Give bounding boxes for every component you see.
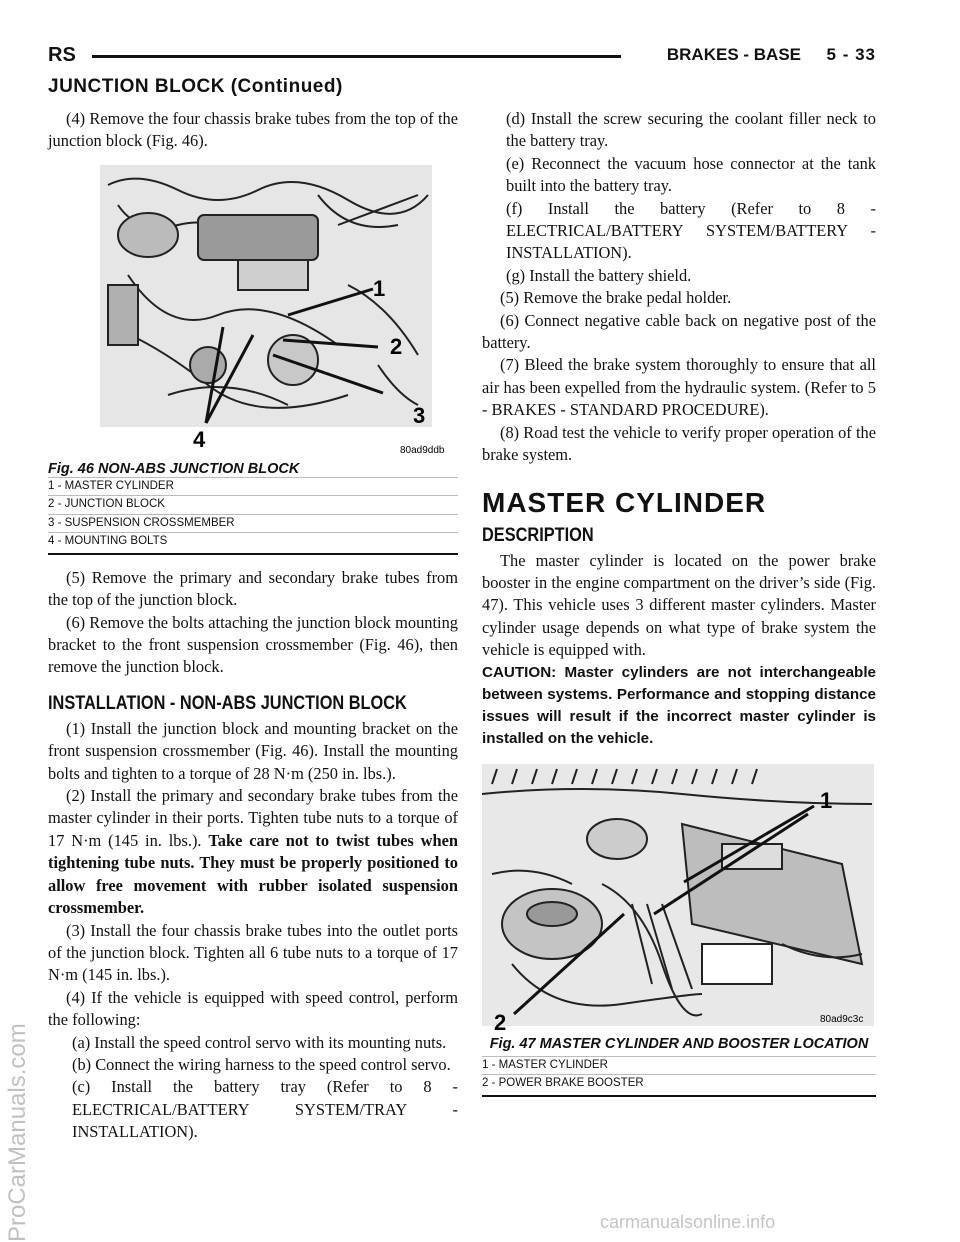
caution-text: CAUTION: Master cylinders are not interchangeable between systems. Performance and stopping distance issues will result if the incorrect master cylinder is installed on the vehicle.: [482, 663, 876, 747]
junction-block-illustration: [48, 165, 458, 457]
paragraph: (7) Bleed the brake system thoroughly to ensure that all air has been expelled from the hydraulic system. (Refer to 5 - BRAKES - STANDARD PROCEDURE).: [482, 355, 876, 420]
paragraph: (4) If the vehicle is equipped with speed control, perform the following:: [48, 987, 458, 1030]
figure-caption: Fig. 46 NON-ABS JUNCTION BLOCK: [48, 460, 300, 477]
paragraph: (5) Remove the primary and secondary brake tubes from the top of the junction block.: [48, 567, 458, 610]
callout-1: 1: [820, 787, 833, 813]
page-number: 5 - 33: [826, 45, 876, 64]
figure-47: [482, 764, 876, 1097]
section-heading: DESCRIPTION: [482, 524, 594, 546]
page-header: [48, 44, 876, 68]
continued-heading: JUNCTION BLOCK (Continued): [48, 76, 343, 97]
paragraph: (6) Remove the bolts attaching the junction block mounting bracket to the front suspension crossmember (Fig. 46), then remove the junction block.: [48, 612, 458, 677]
figure-caption: Fig. 47 MASTER CYLINDER AND BOOSTER LOCATION: [489, 1035, 869, 1052]
sub-step: (d) Install the screw securing the coolant filler neck to the battery tray.: [506, 109, 876, 151]
section-heading: INSTALLATION - NON-ABS JUNCTION BLOCK: [48, 692, 407, 714]
sub-step: (c) Install the battery tray (Refer to 8 - ELECTRICAL/BATTERY SYSTEM/TRAY - INSTALLATION).: [72, 1077, 458, 1142]
sub-step: (e) Reconnect the vacuum hose connector at the tank built into the battery tray.: [506, 153, 876, 196]
paragraph: (8) Road test the vehicle to verify proper operation of the brake system.: [482, 422, 876, 465]
paragraph: [48, 785, 458, 919]
side-watermark: ProCarManuals.com: [4, 1023, 31, 1242]
master-cylinder-illustration: [482, 764, 876, 1032]
sub-step: (g) Install the battery shield.: [506, 265, 692, 285]
legend-item: 2 - POWER BRAKE BOOSTER: [482, 1074, 876, 1093]
header-left: RS: [48, 44, 76, 66]
header-rule: [92, 55, 621, 58]
callout-2: 2: [494, 1009, 507, 1032]
callout-4: 4: [193, 426, 206, 452]
legend-item: 4 - MOUNTING BOLTS: [48, 532, 458, 551]
paragraph: (1) Install the junction block and mounting bracket on the front suspension crossmember (Fig. 46). Install the mounting bolts and tighten to a torque of 28 N·m (250 in. lbs.).: [48, 718, 458, 783]
figure-code: 80ad9ddb: [400, 444, 445, 456]
step-text: (2) Install the primary and secondary brake tubes from the master cylinder in their ports. Tighten tube nuts to a torque of 17 N·m (145 in. lbs.).: [48, 786, 458, 850]
legend-item: 1 - MASTER CYLINDER: [482, 1056, 876, 1075]
callout-1: 1: [373, 275, 386, 301]
figure-legend: [482, 1056, 876, 1093]
figure-rule: [482, 1095, 876, 1097]
sub-step: (a) Install the speed control servo with its mounting nuts.: [72, 1032, 447, 1052]
warning-text: Take care not to twist tubes when tightening tube nuts. They must be properly positioned to allow free movement with rubber isolated suspension crossmember.: [48, 830, 458, 918]
figure-rule: [48, 553, 458, 555]
footer-watermark: carmanualsonline.info: [600, 1212, 776, 1232]
paragraph: (4) Remove the four chassis brake tubes from the top of the junction block (Fig. 46).: [48, 109, 458, 151]
paragraph: (6) Connect negative cable back on negative post of the battery.: [482, 310, 876, 353]
right-column: [482, 108, 876, 1097]
paragraph: (5) Remove the brake pedal holder.: [500, 288, 732, 308]
figure-legend: [48, 477, 458, 551]
sub-step: (b) Connect the wiring harness to the speed control servo.: [72, 1054, 451, 1074]
legend-item: 2 - JUNCTION BLOCK: [48, 495, 458, 514]
paragraph: The master cylinder is located on the power brake booster in the engine compartment on the driver’s side (Fig. 47). This vehicle uses 3 different master cylinders. Master cylinder usage depends on what type of brake system the vehicle is equipped with.: [482, 550, 876, 660]
legend-item: 3 - SUSPENSION CROSSMEMBER: [48, 514, 458, 533]
paragraph: (3) Install the four chassis brake tubes into the outlet ports of the junction block. Tighten all 6 tube nuts to a torque of 17 N·m (145 in. lbs.).: [48, 920, 458, 985]
chapter-heading: MASTER CYLINDER: [482, 486, 767, 518]
figure-46: [48, 165, 458, 555]
callout-3: 3: [413, 402, 426, 428]
legend-item: 1 - MASTER CYLINDER: [48, 477, 458, 496]
sub-step: (f) Install the battery (Refer to 8 - ELECTRICAL/BATTERY SYSTEM/BATTERY - INSTALLATION).: [506, 198, 876, 263]
figure-code: 80ad9c3c: [820, 1013, 864, 1025]
left-column: [48, 108, 458, 1144]
callout-2: 2: [390, 333, 403, 359]
header-section: BRAKES - BASE: [666, 45, 801, 64]
